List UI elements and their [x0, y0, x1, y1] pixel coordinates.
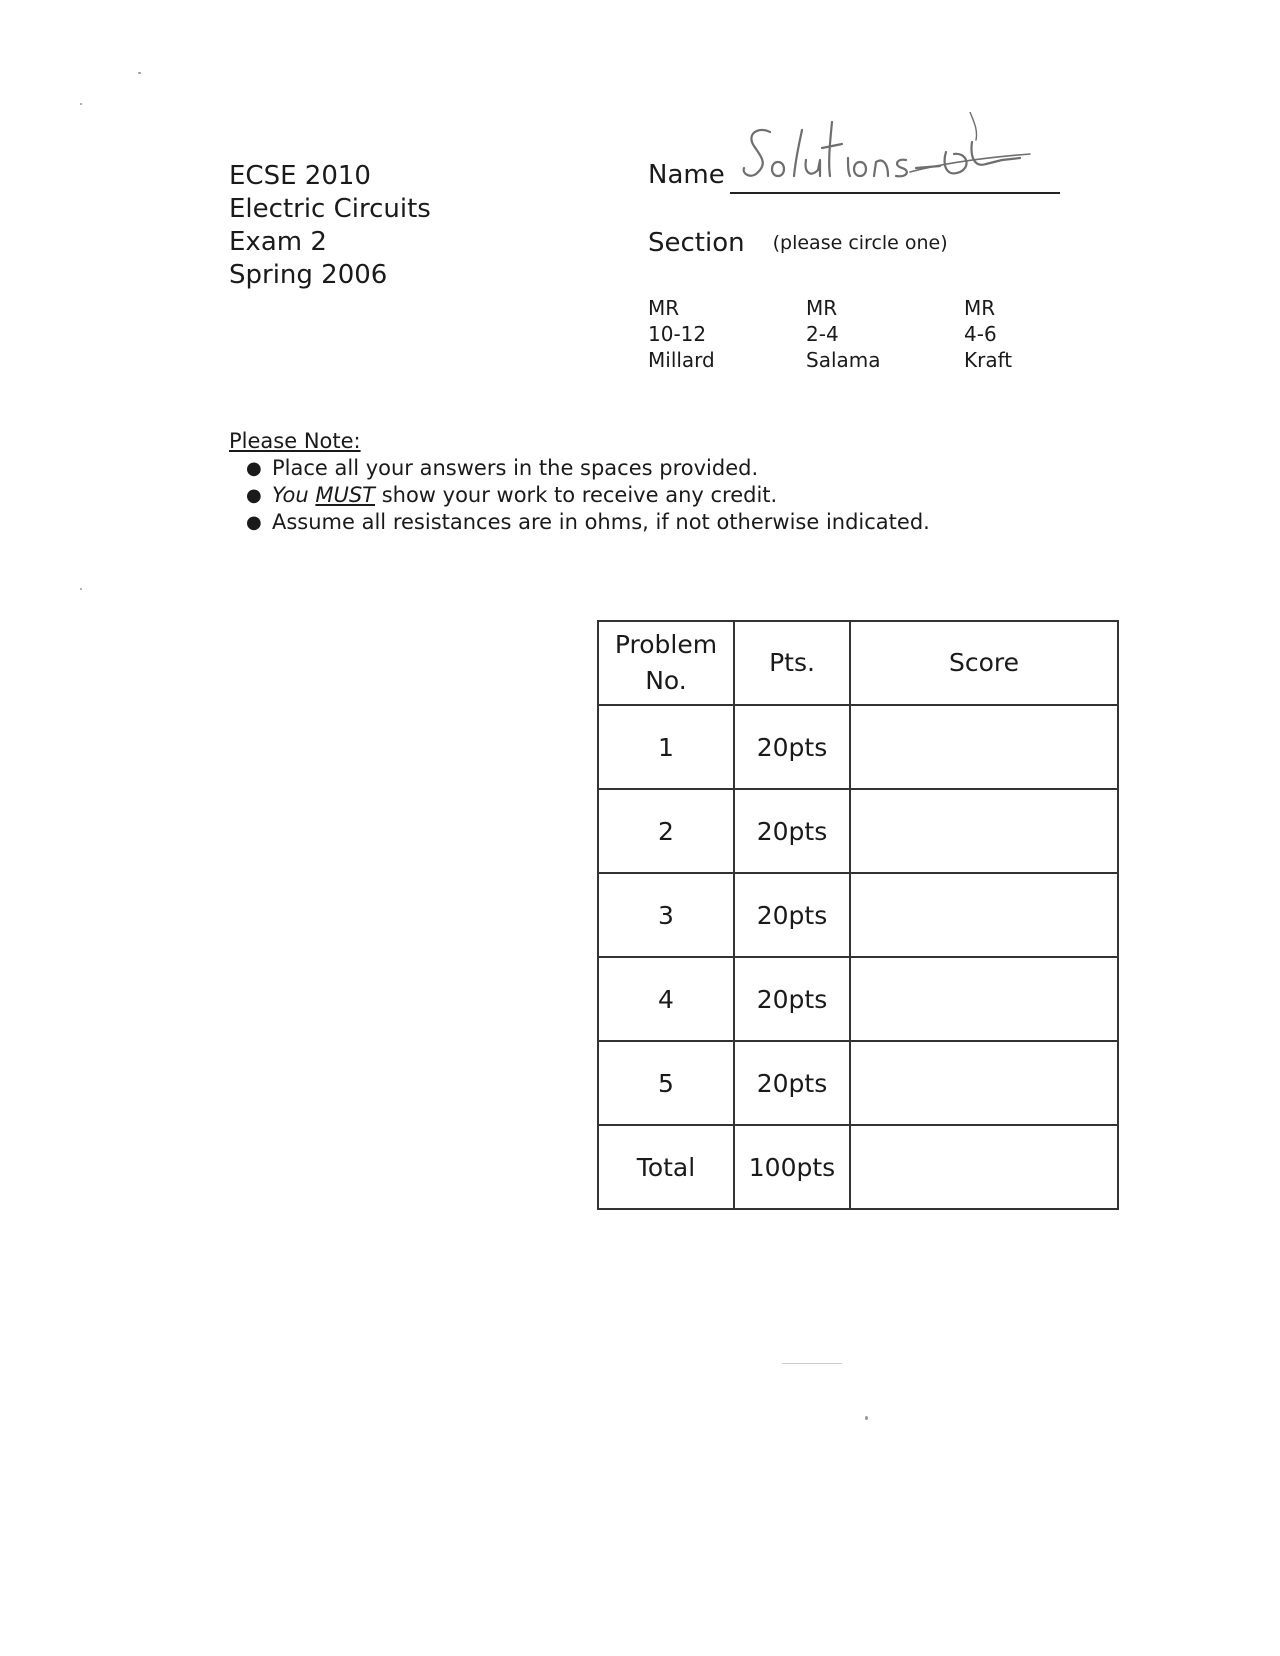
- course-code: ECSE 2010: [229, 161, 371, 191]
- section-hint: (please circle one): [772, 232, 948, 254]
- table-row: [598, 1041, 1118, 1125]
- section-days: MR: [964, 296, 996, 320]
- header-problem: Problem No.: [598, 621, 734, 705]
- problem-cell: 4: [598, 957, 734, 1041]
- section-time: 4-6: [964, 322, 997, 346]
- section-time: 2-4: [806, 322, 839, 346]
- section-option-2[interactable]: [806, 295, 881, 373]
- score-cell[interactable]: [850, 789, 1118, 873]
- table-header-row: [598, 621, 1118, 705]
- exam-term: Spring 2006: [229, 260, 388, 290]
- note-emphasis: MUST: [315, 483, 376, 507]
- score-table: [597, 620, 1119, 1210]
- scan-speck: [138, 72, 141, 74]
- note-text: Assume all resistances are in ohms, if not otherwise indicated.: [272, 510, 930, 534]
- handwritten-signature: [740, 112, 1070, 202]
- table-row: [598, 873, 1118, 957]
- header-pts: Pts.: [734, 621, 850, 705]
- section-days: MR: [806, 296, 838, 320]
- note-prefix: You: [272, 483, 316, 507]
- score-cell[interactable]: [850, 873, 1118, 957]
- note-text: Place all your answers in the spaces provided.: [272, 456, 759, 480]
- table-row: [598, 789, 1118, 873]
- pts-cell: 20pts: [734, 957, 850, 1041]
- notes-list: [229, 455, 930, 536]
- section-days: MR: [648, 296, 680, 320]
- list-item: [229, 509, 930, 536]
- section-row: [648, 228, 948, 258]
- problem-cell: 1: [598, 705, 734, 789]
- pts-cell: 20pts: [734, 1041, 850, 1125]
- exam-title: Exam 2: [229, 227, 327, 257]
- problem-cell: Total: [598, 1125, 734, 1209]
- problem-cell: 3: [598, 873, 734, 957]
- section-time: 10-12: [648, 322, 707, 346]
- problem-cell: 5: [598, 1041, 734, 1125]
- note-suffix: show your work to receive any credit.: [375, 483, 778, 507]
- course-name: Electric Circuits: [229, 194, 431, 224]
- name-label: Name: [648, 160, 725, 190]
- section-option-3[interactable]: [964, 295, 1012, 373]
- scan-speck: [80, 588, 82, 590]
- pts-cell: 20pts: [734, 705, 850, 789]
- table-row-total: [598, 1125, 1118, 1209]
- score-cell[interactable]: [850, 705, 1118, 789]
- pts-cell: 20pts: [734, 789, 850, 873]
- header-score: Score: [850, 621, 1118, 705]
- score-cell[interactable]: [850, 1125, 1118, 1209]
- section-instructor: Kraft: [964, 348, 1013, 372]
- pts-cell: 100pts: [734, 1125, 850, 1209]
- list-item: [229, 482, 930, 509]
- pts-cell: 20pts: [734, 873, 850, 957]
- table-row: [598, 957, 1118, 1041]
- scan-speck: [865, 1416, 868, 1420]
- course-info: [229, 160, 431, 292]
- problem-cell: 2: [598, 789, 734, 873]
- section-instructor: Salama: [806, 348, 881, 372]
- bullet-icon: ●: [246, 512, 262, 533]
- section-instructor: Millard: [648, 348, 715, 372]
- score-cell[interactable]: [850, 957, 1118, 1041]
- section-option-1[interactable]: [648, 295, 715, 373]
- notes-title: Please Note:: [229, 429, 361, 453]
- score-cell[interactable]: [850, 1041, 1118, 1125]
- notes-block: [229, 428, 930, 536]
- list-item: [229, 455, 930, 482]
- bullet-icon: ●: [246, 458, 262, 479]
- scan-speck: [80, 103, 82, 105]
- bullet-icon: ●: [246, 485, 262, 506]
- section-label: Section: [648, 228, 745, 258]
- table-row: [598, 705, 1118, 789]
- scan-mark: [782, 1363, 842, 1364]
